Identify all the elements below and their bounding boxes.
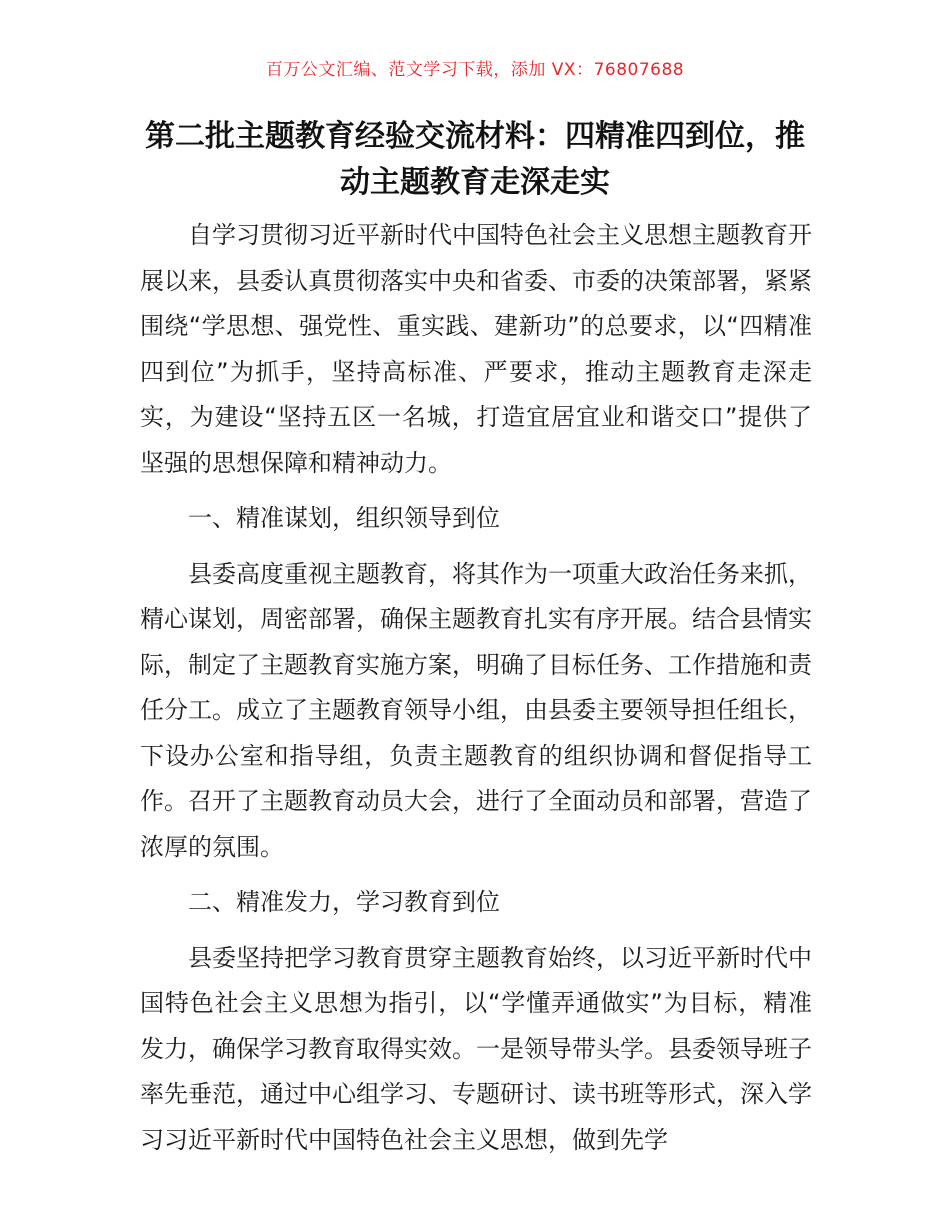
header-note: 百万公文汇编、范文学习下载，添加 VX：76807688 — [265, 60, 685, 80]
section-1-paragraph: 县委高度重视主题教育，将其作为一项重大政治任务来抓，精心谋划，周密部署，确保主题教育扎实有序开展。结合县情实际，制定了主题教育实施方案，明确了目标任务、工作措施和责任分工。成立了主题教育领导小组，由县委主要领导担任组长，下设办公室和指导组，负责主题教育的组织协调和督促指导工作。召开了主题教育动员大会，进行了全面动员和部署，营造了浓厚的氛围。 — [140, 559, 812, 861]
document-body — [140, 213, 812, 1173]
section-2-paragraph: 县委坚持把学习教育贯穿主题教育始终，以习近平新时代中国特色社会主义思想为指引，以“学懂弄通做实”为目标，精准发力，确保学习教育取得实效。一是领导带头学。县委领导班子率先垂范，通过中心组学习、专题研讨、读书班等形式，深入学习习近平新时代中国特色社会主义思想，做到先学 — [140, 943, 812, 1154]
section-heading-2: 二、精准发力，学习教育到位 — [188, 888, 500, 916]
document-title: 第二批主题教育经验交流材料：四精准四到位，推动主题教育走深走实 — [145, 119, 805, 200]
section-heading-1: 一、精准谋划，组织领导到位 — [188, 504, 500, 532]
intro-paragraph: 自学习贯彻习近平新时代中国特色社会主义思想主题教育开展以来，县委认真贯彻落实中央和省委、市委的决策部署，紧紧围绕“学思想、强党性、重实践、建新功”的总要求，以“四精准四到位”为抓手，坚持高标准、严要求，推动主题教育走深走实，为建设“坚持五区一名城，打造宜居宜业和谐交口”提供了坚强的思想保障和精神动力。 — [140, 221, 812, 477]
